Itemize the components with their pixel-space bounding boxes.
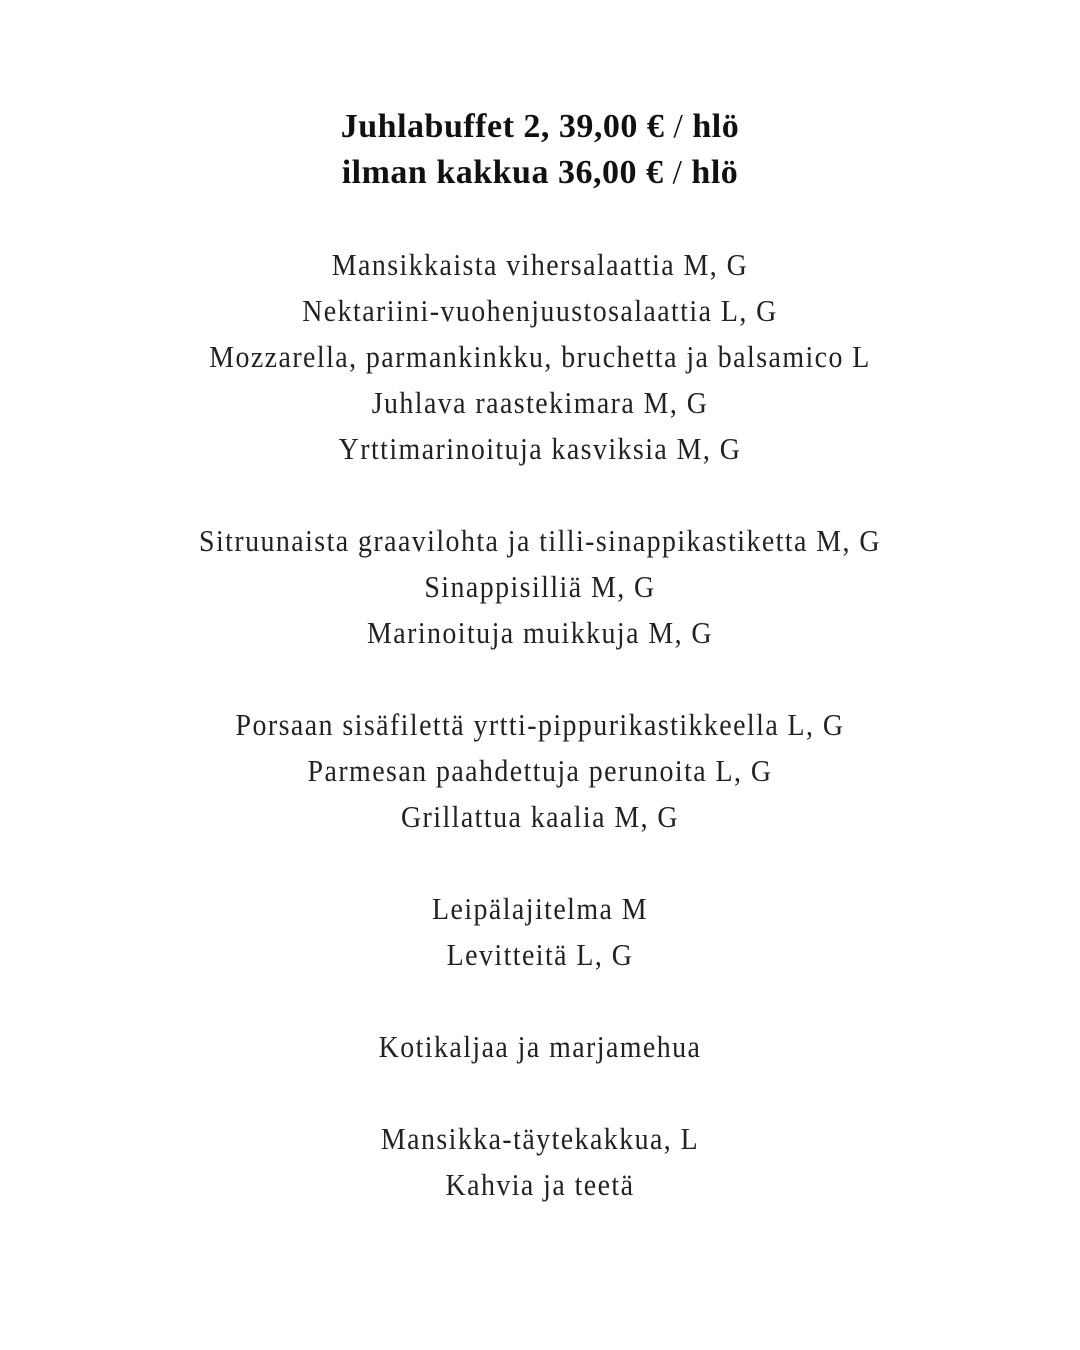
menu-item: Leipälajitelma M <box>432 891 648 926</box>
price-with-cake: Juhlabuffet 2, 39,00 € <box>340 108 665 145</box>
price-unit: hlö <box>691 154 739 191</box>
menu-item: Sitruunaista graavilohta ja tilli-sinappikastiketta M, G <box>199 523 881 558</box>
menu-item: Parmesan paahdettuja perunoita L, G <box>307 753 773 788</box>
menu-item: Marinoituja muikkuja M, G <box>367 615 713 650</box>
menu-item: Yrttimarinoituja kasviksia M, G <box>338 431 742 466</box>
menu-item: Levitteitä L, G <box>446 937 634 972</box>
section-fish <box>0 518 1080 656</box>
section-drinks <box>0 1024 1080 1070</box>
price-separator: / <box>673 108 684 145</box>
menu-item: Sinappisilliä M, G <box>424 569 656 604</box>
menu-item: Mansikka-täytekakkua, L <box>380 1121 700 1156</box>
menu-item: Mansikkaista vihersalaattia M, G <box>331 247 749 282</box>
section-salads <box>0 242 1080 472</box>
menu-title-price-no-cake <box>0 150 1080 196</box>
menu-header <box>0 104 1080 196</box>
section-dessert <box>0 1116 1080 1208</box>
menu-title-price <box>0 104 1080 150</box>
price-unit: hlö <box>692 108 740 145</box>
menu-item: Porsaan sisäfilettä yrtti-pippurikastikkeella L, G <box>235 707 845 742</box>
price-without-cake: ilman kakkua 36,00 € <box>341 154 664 191</box>
menu-item: Nektariini-vuohenjuustosalaattia L, G <box>302 293 778 328</box>
menu-item: Kahvia ja teetä <box>445 1167 635 1202</box>
menu-item: Mozzarella, parmankinkku, bruchetta ja balsamico L <box>209 339 871 374</box>
menu-item: Grillattua kaalia M, G <box>400 799 680 834</box>
price-separator: / <box>672 154 683 191</box>
section-mains <box>0 702 1080 840</box>
menu-item: Kotikaljaa ja marjamehua <box>378 1029 702 1064</box>
menu-item: Juhlava raastekimara M, G <box>371 385 709 420</box>
menu <box>0 104 1080 1208</box>
section-bread <box>0 886 1080 978</box>
